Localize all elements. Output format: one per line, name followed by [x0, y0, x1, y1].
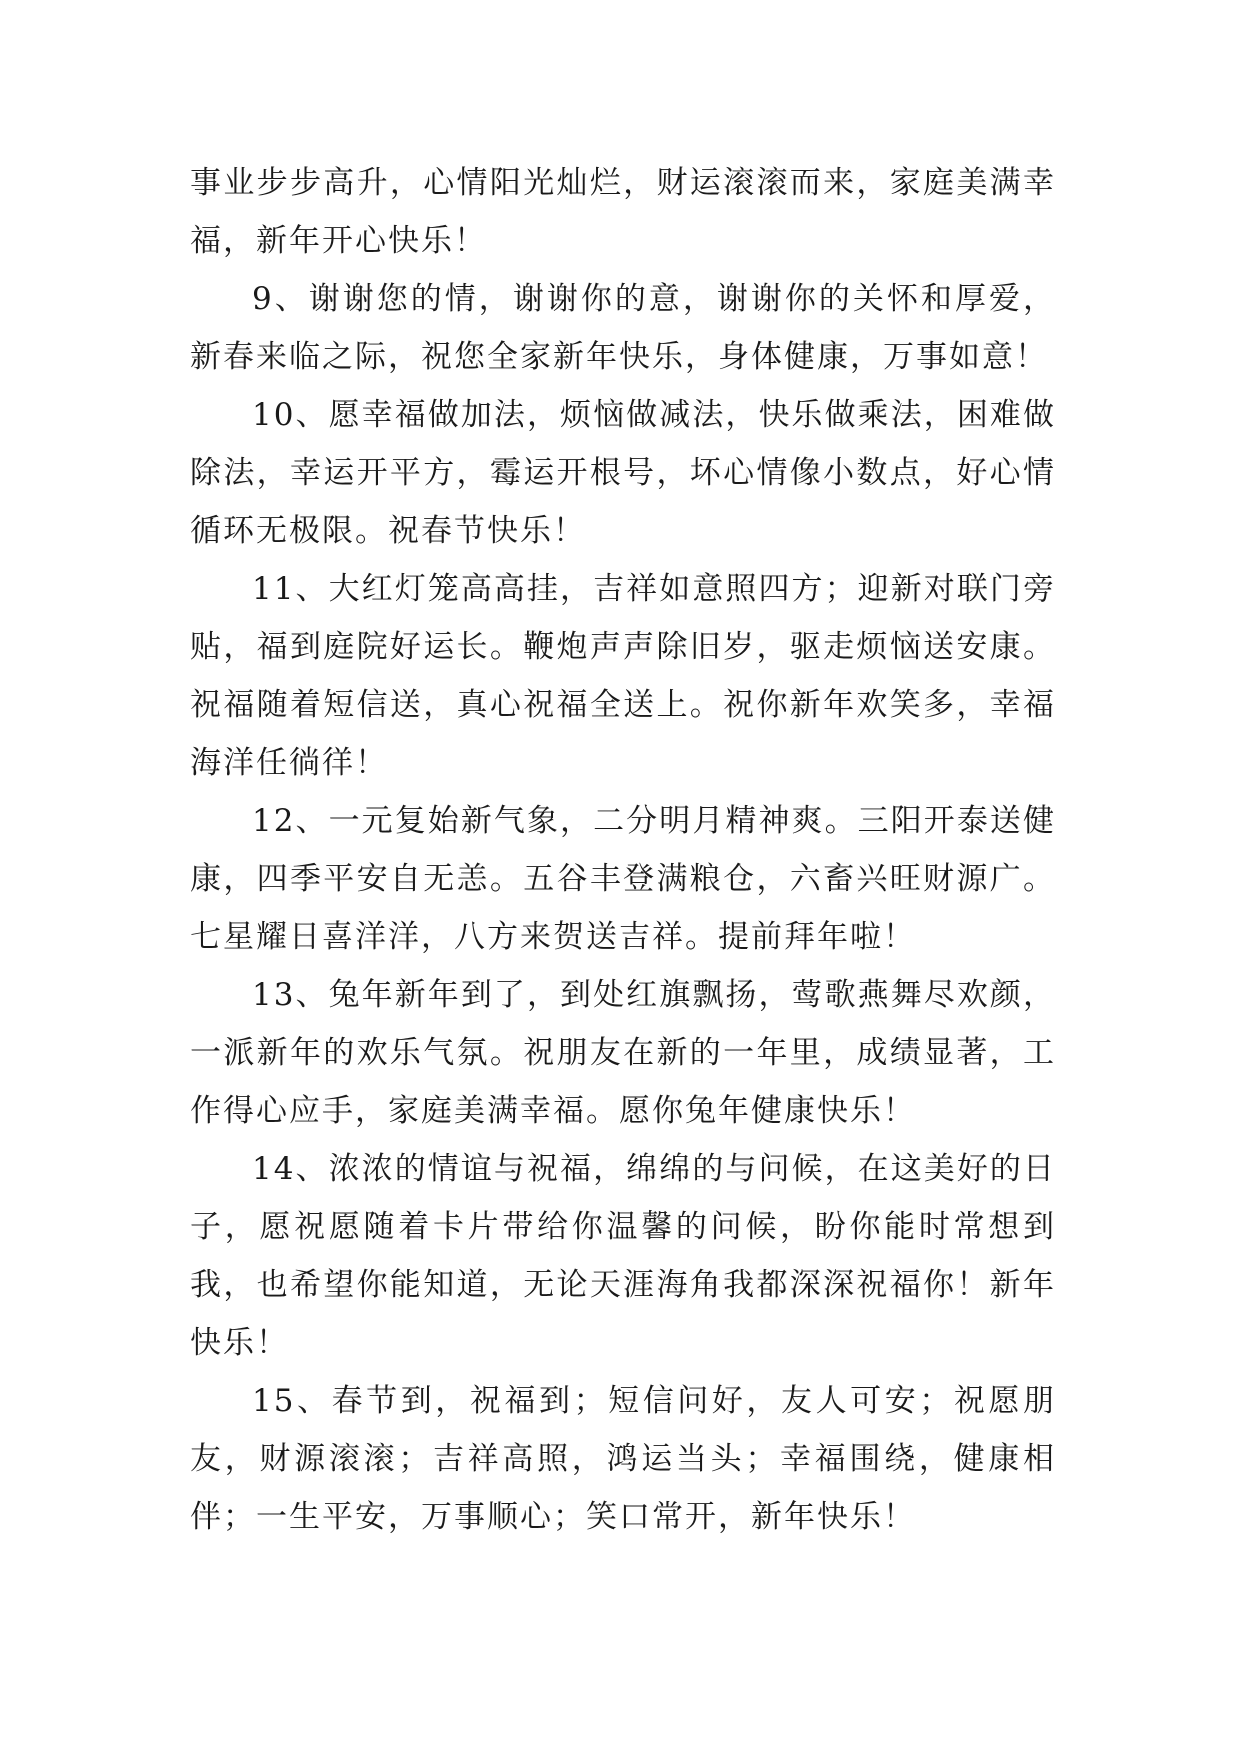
document-body	[190, 154, 1056, 1546]
paragraph-item-14: 14、浓浓的情谊与祝福，绵绵的与问候，在这美好的日子，愿祝愿随着卡片带给你温馨的问候，盼你能时常想到我，也希望你能知道，无论天涯海角我都深深祝福你！新年快乐！	[190, 1151, 1056, 1361]
paragraph-continued: 事业步步高升，心情阳光灿烂，财运滚滚而来，家庭美满幸福，新年开心快乐！	[190, 165, 1056, 259]
paragraph-item-12: 12、一元复始新气象，二分明月精神爽。三阳开泰送健康，四季平安自无恙。五谷丰登满粮仓，六畜兴旺财源广。七星耀日喜洋洋，八方来贺送吉祥。提前拜年啦！	[190, 803, 1056, 955]
paragraph-item-15: 15、春节到，祝福到；短信问好，友人可安；祝愿朋友，财源滚滚；吉祥高照，鸿运当头；幸福围绕，健康相伴；一生平安，万事顺心；笑口常开，新年快乐！	[190, 1383, 1056, 1535]
paragraph-item-10: 10、愿幸福做加法，烦恼做减法，快乐做乘法，困难做除法，幸运开平方，霉运开根号，坏心情像小数点，好心情循环无极限。祝春节快乐！	[190, 397, 1056, 549]
paragraph-item-13: 13、兔年新年到了，到处红旗飘扬，莺歌燕舞尽欢颜，一派新年的欢乐气氛。祝朋友在新的一年里，成绩显著，工作得心应手，家庭美满幸福。愿你兔年健康快乐！	[190, 977, 1056, 1129]
paragraph-item-11: 11、大红灯笼高高挂，吉祥如意照四方；迎新对联门旁贴，福到庭院好运长。鞭炮声声除旧岁，驱走烦恼送安康。祝福随着短信送，真心祝福全送上。祝你新年欢笑多，幸福海洋任徜徉！	[190, 571, 1056, 781]
paragraph-item-9: 9、谢谢您的情，谢谢你的意，谢谢你的关怀和厚爱，新春来临之际，祝您全家新年快乐，身体健康，万事如意！	[190, 281, 1056, 375]
